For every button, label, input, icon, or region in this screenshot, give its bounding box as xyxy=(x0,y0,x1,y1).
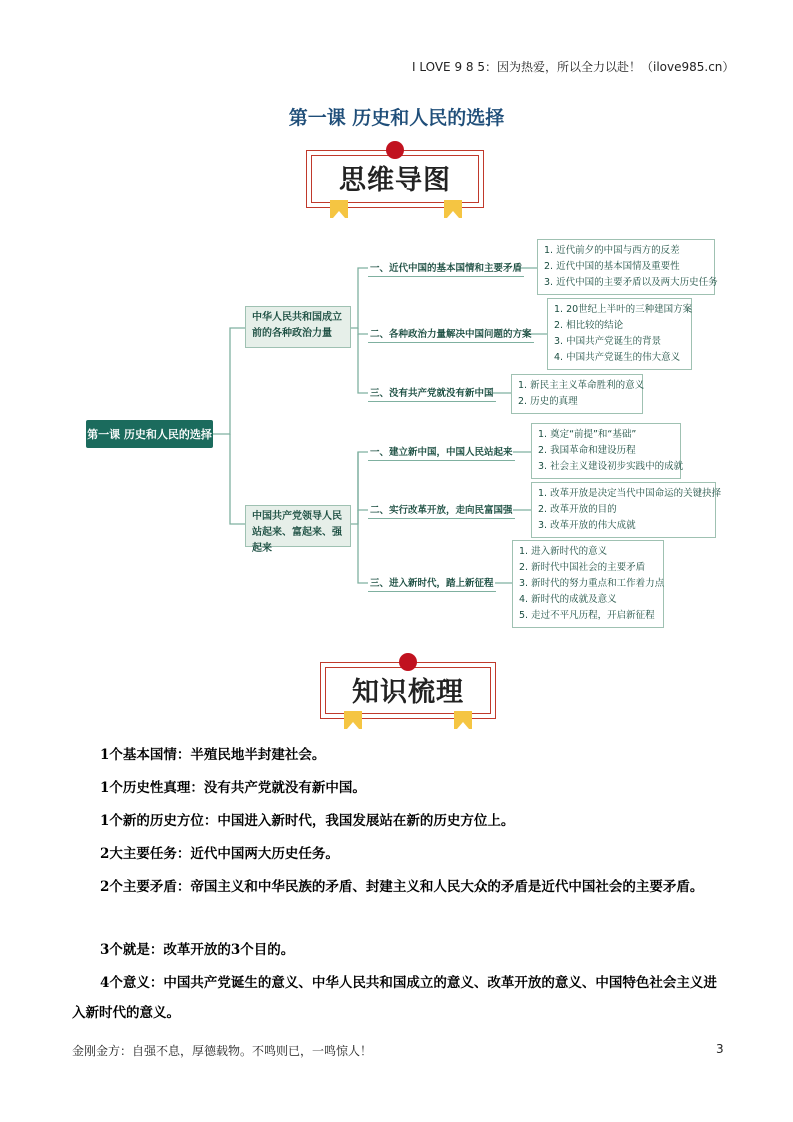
list-item: 3. 近代中国的主要矛盾以及两大历史任务 xyxy=(544,277,718,288)
mindmap-branch: 中国共产党领导人民站起来、富起来、强起来 xyxy=(245,505,351,547)
knowledge-banner-title: 知识梳理 xyxy=(352,677,464,708)
knowledge-point: 4个意义：中国共产党诞生的意义、中华人民共和国成立的意义、改革开放的意义、中国特色社会主义进入新时代的意义。 xyxy=(72,975,717,1021)
list-item: 2. 近代中国的基本国情及重要性 xyxy=(544,261,680,272)
list-item: 1. 进入新时代的意义 xyxy=(519,546,608,557)
ribbon-icon xyxy=(454,711,472,729)
list-item: 2. 相比较的结论 xyxy=(554,320,624,331)
mindmap-leaf-box xyxy=(531,482,722,538)
list-item: 1. 改革开放是决定当代中国命运的关键抉择 xyxy=(538,488,722,499)
list-item: 3. 新时代的努力重点和工作着力点 xyxy=(519,578,665,589)
mindmap-leaf-box xyxy=(531,423,684,479)
mindmap-topic: 三、没有共产党就没有新中国 xyxy=(368,385,496,402)
list-item: 3. 社会主义建设初步实践中的成就 xyxy=(538,461,684,472)
list-item: 2. 我国革命和建设历程 xyxy=(538,445,636,456)
footer-motto: 金刚金方：自强不息，厚德载物。不鸣则已，一鸣惊人！ xyxy=(72,1044,373,1058)
knowledge-point: 1个历史性真理：没有共产党就没有新中国。 xyxy=(100,780,366,796)
list-item: 3. 中国共产党诞生的背景 xyxy=(554,336,662,347)
mindmap-leaf-box xyxy=(547,298,692,370)
list-item: 1. 奠定“前提”和“基础” xyxy=(538,429,637,440)
knowledge-point: 1个新的历史方位：中国进入新时代，我国发展站在新的历史方位上。 xyxy=(100,813,515,829)
mindmap-topic: 一、建立新中国，中国人民站起来 xyxy=(368,444,515,461)
red-dot-icon xyxy=(399,653,417,671)
page-number: 3 xyxy=(716,1042,724,1056)
list-item: 5. 走过不平凡历程，开启新征程 xyxy=(519,610,655,621)
list-item: 2. 历史的真理 xyxy=(518,396,578,407)
list-item: 4. 新时代的成就及意义 xyxy=(519,594,617,605)
mindmap-banner-title: 思维导图 xyxy=(339,165,451,196)
mindmap-topic: 二、各种政治力量解决中国问题的方案 xyxy=(368,326,534,343)
mindmap-branch: 中华人民共和国成立前的各种政治力量 xyxy=(245,306,351,348)
mindmap-topic: 二、实行改革开放，走向民富国强 xyxy=(368,502,515,519)
mindmap-root: 第一课 历史和人民的选择 xyxy=(86,420,213,448)
list-item: 4. 中国共产党诞生的伟大意义 xyxy=(554,352,681,363)
list-item: 3. 改革开放的伟大成就 xyxy=(538,520,636,531)
list-item: 1. 20世纪上半叶的三种建国方案 xyxy=(554,304,693,315)
page-title: 第一课 历史和人民的选择 xyxy=(288,107,505,129)
knowledge-point: 2大主要任务：近代中国两大历史任务。 xyxy=(100,846,339,862)
list-item: 2. 新时代中国社会的主要矛盾 xyxy=(519,562,646,573)
header-site-line: I LOVE 9 8 5：因为热爱，所以全力以赴！（ilove985.cn） xyxy=(412,60,735,74)
list-item: 2. 改革开放的目的 xyxy=(538,504,617,515)
mindmap-leaf-box xyxy=(512,540,664,628)
mindmap-leaf-box xyxy=(511,374,643,414)
mindmap-leaf-box xyxy=(537,239,718,295)
ribbon-icon xyxy=(344,711,362,729)
list-item: 1. 新民主主义革命胜利的意义 xyxy=(518,380,645,391)
mindmap-topic: 一、近代中国的基本国情和主要矛盾 xyxy=(368,260,524,277)
knowledge-banner xyxy=(320,662,496,719)
list-item: 1. 近代前夕的中国与西方的反差 xyxy=(544,245,680,256)
knowledge-point: 3个就是：改革开放的3个目的。 xyxy=(100,942,295,958)
knowledge-point: 2个主要矛盾：帝国主义和中华民族的矛盾、封建主义和人民大众的矛盾是近代中国社会的主要矛盾。 xyxy=(100,879,704,895)
knowledge-point: 1个基本国情：半殖民地半封建社会。 xyxy=(100,747,326,763)
mindmap-topic: 三、进入新时代，踏上新征程 xyxy=(368,575,496,592)
